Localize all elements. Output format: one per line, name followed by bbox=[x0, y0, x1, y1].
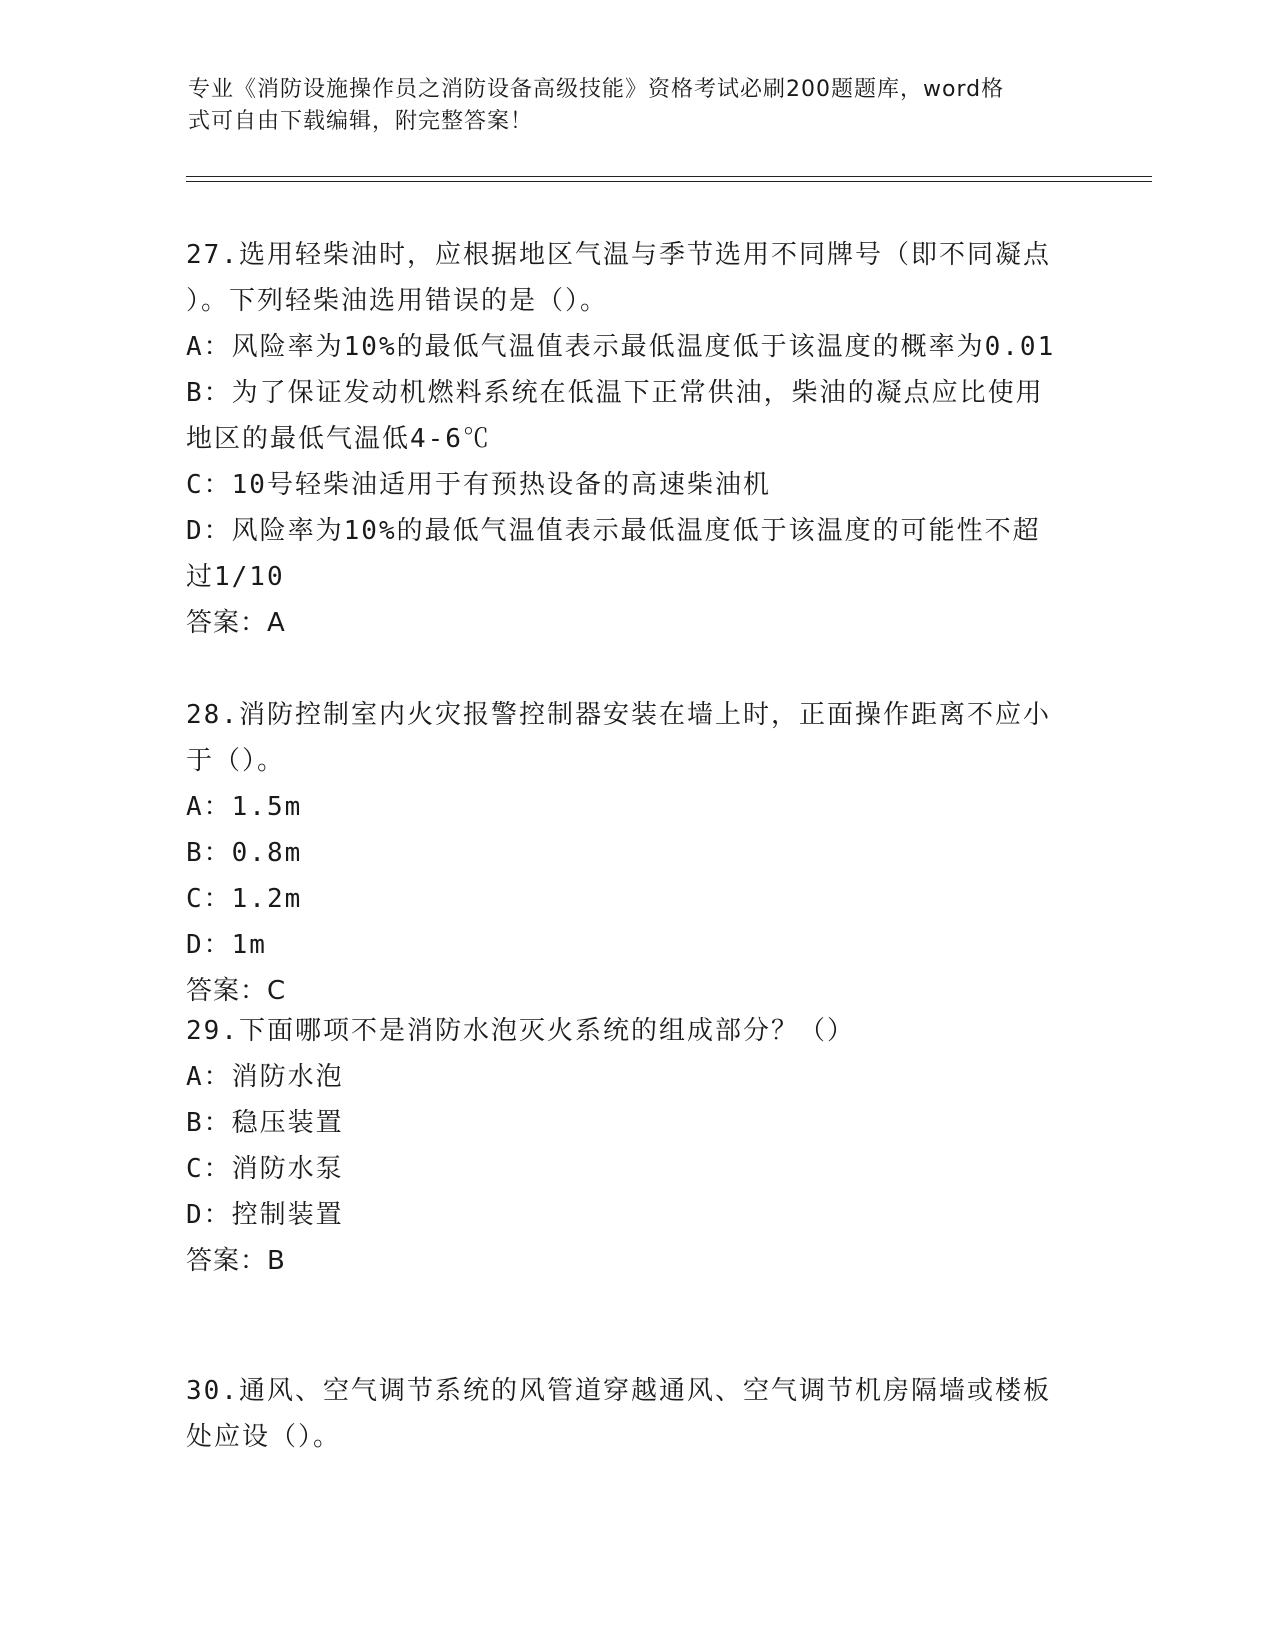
answer-label: 答案：B bbox=[186, 1246, 286, 1276]
question-text-line: ）。下列轻柴油选用错误的是（）。 bbox=[186, 286, 609, 316]
header-line-1: 专业《消防设施操作员之消防设备高级技能》资格考试必刷200题题库，word格 bbox=[188, 77, 1005, 102]
option-d: D：风险率为10%的最低气温值表示最低温度低于该温度的可能性不超 bbox=[186, 516, 1041, 546]
option-c: C：1.2m bbox=[186, 884, 303, 914]
answer-label: 答案：A bbox=[186, 608, 286, 638]
option-a: A：消防水泡 bbox=[186, 1062, 344, 1092]
option-a: A：1.5m bbox=[186, 792, 303, 822]
answer-label: 答案：C bbox=[186, 976, 287, 1006]
option-c: C：消防水泵 bbox=[186, 1154, 344, 1184]
option-d: D：控制装置 bbox=[186, 1200, 344, 1230]
question-text-line: 27.选用轻柴油时，应根据地区气温与季节选用不同牌号（即不同凝点 bbox=[186, 240, 1051, 270]
question-text-line: 29.下面哪项不是消防水泡灭火系统的组成部分？（） bbox=[186, 1016, 855, 1046]
question-30 bbox=[186, 1368, 1051, 1460]
question-text-line: 28.消防控制室内火灾报警控制器安装在墙上时，正面操作距离不应小 bbox=[186, 700, 1051, 730]
option-d-continued: 过1/10 bbox=[186, 562, 285, 592]
option-b: B：0.8m bbox=[186, 838, 303, 868]
question-text-line: 处应设（）。 bbox=[186, 1422, 342, 1452]
question-29 bbox=[186, 1008, 855, 1284]
option-c: C：10号轻柴油适用于有预热设备的高速柴油机 bbox=[186, 470, 771, 500]
option-b: B：为了保证发动机燃料系统在低温下正常供油，柴油的凝点应比使用 bbox=[186, 378, 1044, 408]
option-b: B：稳压装置 bbox=[186, 1108, 344, 1138]
header-line-2: 式可自由下载编辑，附完整答案！ bbox=[188, 109, 534, 134]
option-b-continued: 地区的最低气温低4-6℃ bbox=[186, 424, 491, 454]
option-d: D：1m bbox=[186, 930, 267, 960]
option-a: A：风险率为10%的最低气温值表示最低温度低于该温度的概率为0.01 bbox=[186, 332, 1056, 362]
question-28 bbox=[186, 692, 1051, 1014]
question-27 bbox=[186, 232, 1055, 646]
header-divider-top bbox=[186, 176, 1152, 177]
question-text-line: 30.通风、空气调节系统的风管道穿越通风、空气调节机房隔墙或楼板 bbox=[186, 1376, 1051, 1406]
document-header bbox=[188, 74, 1068, 138]
question-text-line: 于（）。 bbox=[186, 746, 286, 776]
header-divider-bottom bbox=[186, 181, 1152, 182]
